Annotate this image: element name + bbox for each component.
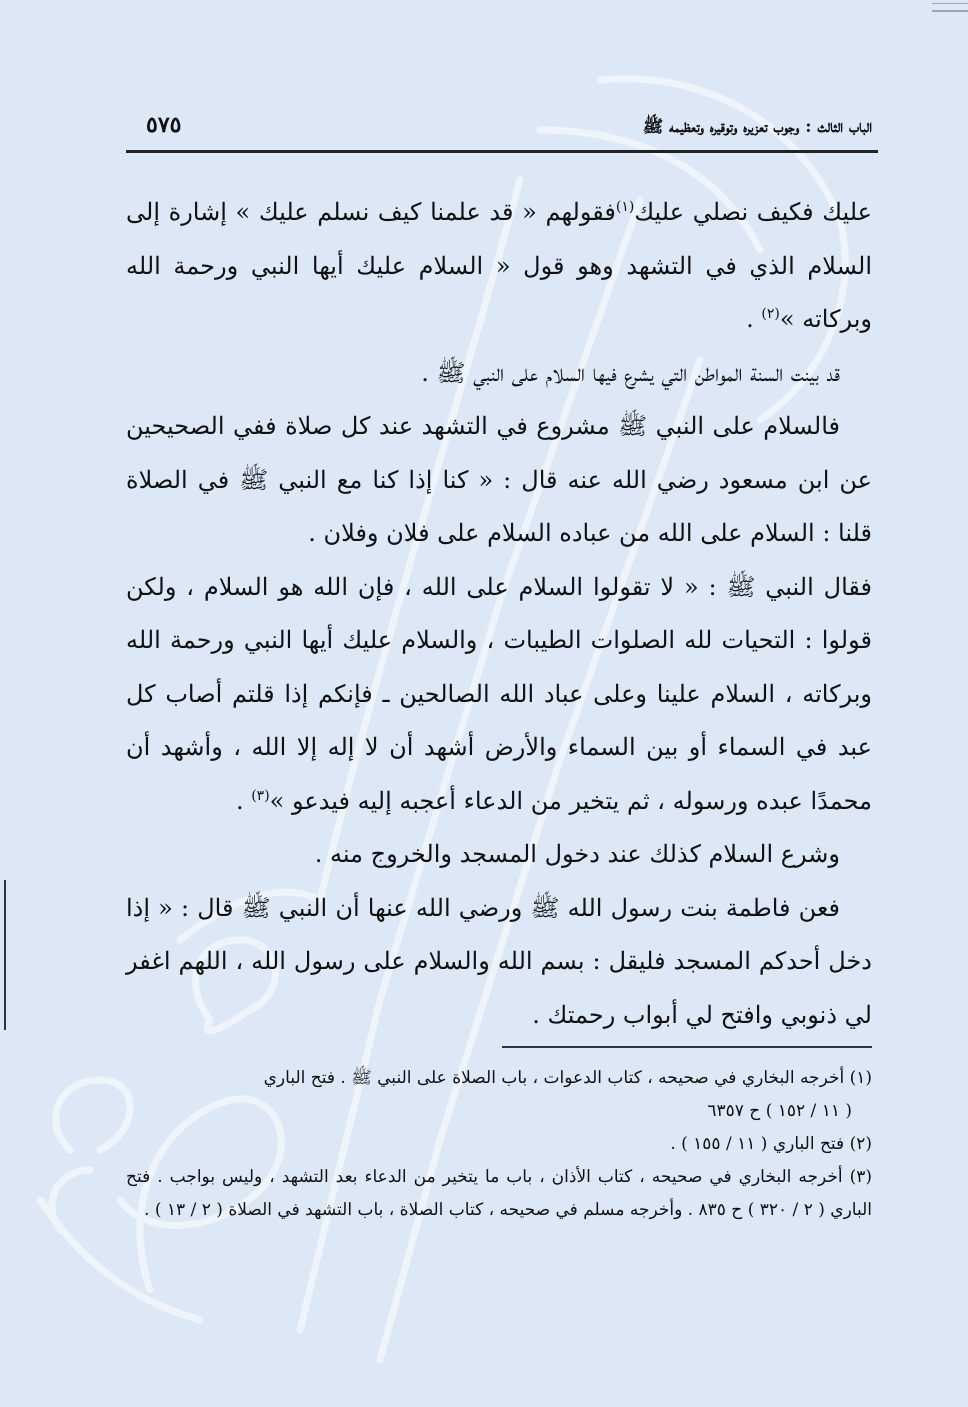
footnote-ref-2: (٢) [761, 306, 780, 322]
paragraph-6: فعن فاطمة بنت رسول الله ﷺ ورضي الله عنها أن النبي ﷺ قال : « إذا دخل أحدكم المسجد فليقل : بسم الله والسلام على رسول الله ، اللهم اغفر لي ذنوبي وافتح لي أبواب رحمتك . [126, 893, 872, 1029]
paragraph-1 [126, 186, 872, 347]
paragraph-4-end: . [235, 786, 252, 815]
page-number: ٥٧٥ [146, 112, 182, 138]
main-text [126, 186, 872, 1042]
chapter-title: الباب الثالث : وجوب تعزيره وتوقيره وتعظيمه ﷺ [642, 117, 872, 137]
footnote-1: (١) أخرجه البخاري في صحيحه ، كتاب الدعوات ، باب الصلاة على النبي ﷺ . فتح الباري [263, 1068, 872, 1088]
paragraph-4-text: فقال النبي ﷺ : « لا تقولوا السلام على الله ، فإن الله هو السلام ، ولكن قولوا : التحيات لله الصلوات الطيبات ، والسلام عليك أيها النبي ورحمة الله وبركاته ، السلام علينا وعلى عباد الله الصالحين ـ فإنكم إذا قلتم أصاب كل عبد في السماء أو بين السماء والأرض أشهد أن لا إله إلا الله ، وأشهد أن محمدًا عبده ورسوله ، ثم يتخير من الدعاء أعجبه إليه فيدعو » [126, 572, 873, 815]
paragraph-5: وشرع السلام كذلك عند دخول المسجد والخروج منه . [314, 840, 840, 868]
scan-side-mark [4, 880, 6, 1030]
paragraph-1-end: . [746, 305, 762, 333]
paragraph-1-text-b: فقولهم « قد علمنا كيف نسلم عليك » إشارة إلى السلام الذي في التشهد وهو قول « السلام عليك أيها النبي ورحمة الله وبركاته » [126, 198, 872, 333]
footnote-2: (٢) فتح الباري ( ١١ / ١٥٥ ) . [670, 1134, 872, 1154]
footnote-1-continued: ( ١١ / ١٥٢ ) ح ٦٣٥٧ [707, 1101, 852, 1121]
paragraph-2: قد بينت السنة المواطن التي يشرع فيها السلام على النبي ﷺ . [421, 358, 840, 387]
paragraph-1-text: عليك فكيف نصلي عليك [634, 198, 873, 226]
page-header [126, 104, 878, 153]
paragraph-3: فالسلام على النبي ﷺ مشروع في التشهد عند كل صلاة ففي الصحيحين عن ابن مسعود رضي الله عنه قال : « كنا إذا كنا مع النبي ﷺ في الصلاة قلنا : السلام على الله من عباده السلام على فلان وفلان . [126, 412, 872, 547]
footnote-divider [502, 1046, 872, 1048]
footnotes [126, 1062, 872, 1227]
scan-corner-mark [932, 0, 968, 12]
paragraph-4 [126, 561, 872, 829]
footnote-ref-1: (١) [615, 199, 635, 215]
footnote-ref-3: (٣) [251, 787, 270, 804]
footnote-3: (٣) أخرجه البخاري في صحيحه ، كتاب الأذان ، باب ما يتخير من الدعاء بعد التشهد ، وليس بواجب . فتح الباري ( ٢ / ٣٢٠ ) ح ٨٣٥ . وأخرجه مسلم في صحيحه ، كتاب الصلاة ، باب التشهد في الصلاة ( ٢ / ١٣ ) . [126, 1167, 872, 1220]
